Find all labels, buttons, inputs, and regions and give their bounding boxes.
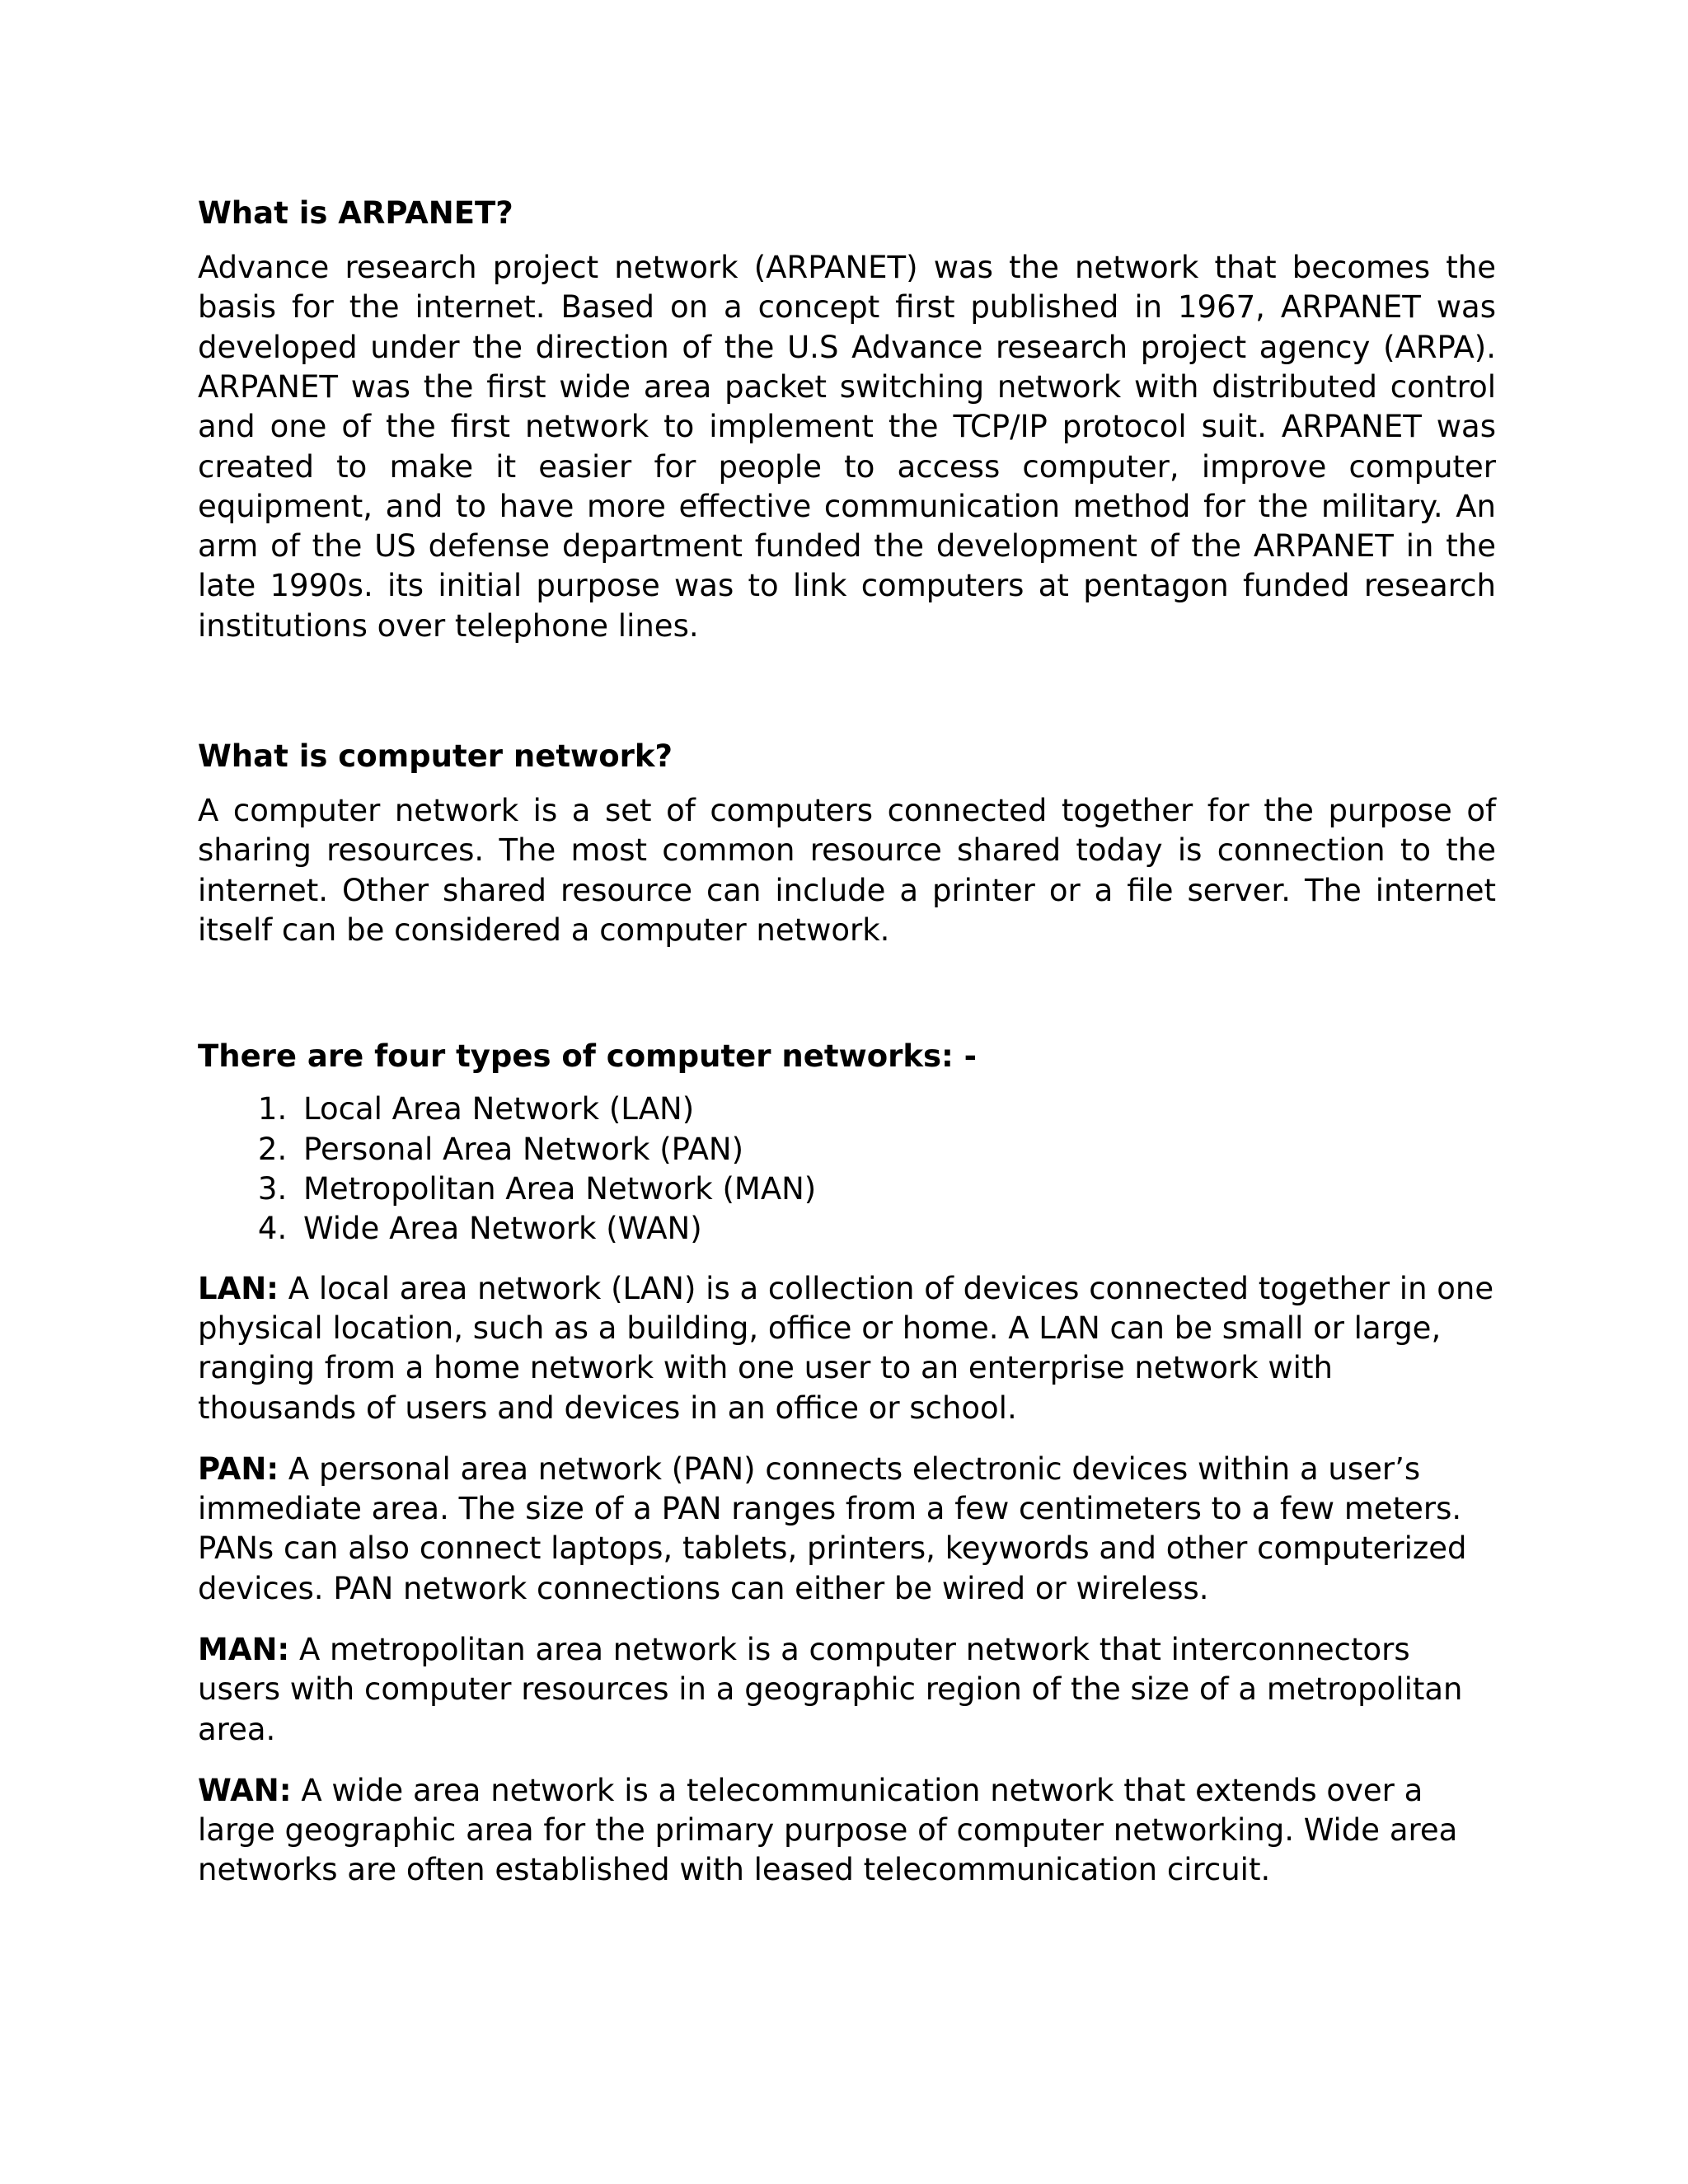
network-types-list: [198, 1090, 1496, 1249]
list-item-man: 3. Metropolitan Area Network (MAN): [297, 1169, 1496, 1209]
computer-network-heading: What is computer network?: [198, 738, 673, 775]
network-types-heading: There are four types of computer networks: -: [198, 1038, 978, 1075]
definition-term: LAN:: [198, 1270, 279, 1306]
definition-term: MAN:: [198, 1632, 290, 1667]
computer-network-body: A computer network is a set of computers connected together for the purpose of sharing resources. The most common resource shared today is connection to the internet. Other shared resource can include a printer or a file server. The internet itself can be considered a computer network.: [198, 793, 1496, 949]
section-computer-network: [198, 737, 1496, 950]
definition-term: PAN:: [198, 1451, 279, 1487]
arpanet-body: Advance research project network (ARPANET) was the network that becomes the basis for the internet. Based on a concept first published in 1967, ARPANET was developed under the direction of the U.S Advance research project agency (ARPA). ARPANET was the first wide area packet switching network with distributed control and one of the first network to implement the TCP/IP protocol suit. ARPANET was created to make it easier for people to access computer, improve computer equipment, and to have more effective communication method for the military. An arm of the US defense department funded the development of the ARPANET in the late 1990s. its initial purpose was to link computers at pentagon funded research institutions over telephone lines.: [198, 250, 1496, 644]
list-item-pan: 2. Personal Area Network (PAN): [297, 1130, 1496, 1169]
definition-lan: [198, 1269, 1496, 1428]
section-arpanet: [198, 194, 1496, 646]
definition-text: A wide area network is a telecommunication network that extends over a large geographic area for the primary purpose of computer networking. Wide area networks are often established with leased telecommunication circuit.: [198, 1772, 1458, 1888]
document-page: [198, 194, 1496, 1912]
definition-wan: [198, 1771, 1496, 1891]
definition-man: [198, 1630, 1496, 1750]
definition-term: WAN:: [198, 1772, 292, 1808]
section-network-types: [198, 1037, 1496, 1890]
definition-text: A metropolitan area network is a computer network that interconnectors users with computer resources in a geographic region of the size of a metropolitan area.: [198, 1632, 1463, 1747]
definition-pan: [198, 1450, 1496, 1609]
list-item-wan: 4. Wide Area Network (WAN): [297, 1209, 1496, 1249]
definition-text: A local area network (LAN) is a collection of devices connected together in one physical location, such as a building, office or home. A LAN can be small or large, ranging from a home network with one user to an enterprise network with thousands of users and devices in an office or school.: [198, 1270, 1494, 1426]
definition-text: A personal area network (PAN) connects electronic devices within a user’s immediate area. The size of a PAN ranges from a few centimeters to a few meters. PANs can also connect laptops, tablets, printers, keywords and other computerized devices. PAN network connections can either be wired or wireless.: [198, 1451, 1467, 1606]
arpanet-heading: What is ARPANET?: [198, 195, 513, 231]
list-item-lan: 1. Local Area Network (LAN): [297, 1090, 1496, 1129]
